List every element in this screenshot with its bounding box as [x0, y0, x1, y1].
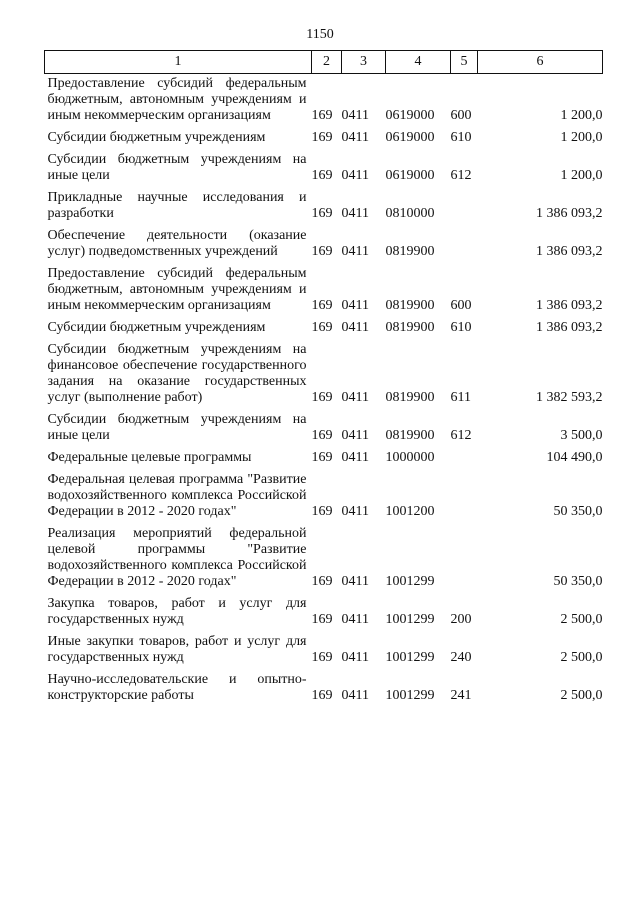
- row-csr: 1001299: [385, 688, 435, 703]
- row-sum: 1 200,0: [560, 130, 603, 145]
- row-sum: 104 490,0: [546, 450, 603, 465]
- table-row: [45, 469, 603, 523]
- table-row: [45, 187, 603, 225]
- row-vr: 610: [450, 130, 472, 145]
- row-rzpr: 0411: [341, 320, 369, 335]
- row-name: Прикладные научные исследования и разработки: [47, 190, 307, 221]
- row-csr: 1001299: [385, 650, 435, 665]
- row-rzpr: 0411: [341, 450, 369, 465]
- row-rzpr: 0411: [341, 428, 369, 443]
- row-csr: 0619000: [385, 168, 435, 183]
- row-csr: 0819900: [385, 298, 435, 313]
- row-ved: 169: [311, 504, 333, 519]
- row-name: Реализация мероприятий федеральной целевой программы "Развитие водохозяйственного комплекса Российской Федерации в 2012 - 2020 годах": [47, 526, 307, 589]
- row-vr: [451, 225, 478, 263]
- row-name: Обеспечение деятельности (оказание услуг) подведомственных учреждений: [47, 228, 307, 259]
- row-csr: 1001299: [385, 612, 435, 627]
- row-csr: 1001200: [385, 504, 435, 519]
- row-vr: 610: [450, 320, 472, 335]
- row-rzpr: 0411: [341, 650, 369, 665]
- row-vr: [451, 447, 478, 469]
- row-csr: 0819900: [385, 320, 435, 335]
- row-name: Иные закупки товаров, работ и услуг для государственных нужд: [47, 634, 307, 665]
- row-vr: 600: [450, 298, 472, 313]
- row-rzpr: 0411: [341, 206, 369, 221]
- row-csr: 0619000: [385, 130, 435, 145]
- row-vr: 600: [450, 108, 472, 123]
- row-sum: 1 386 093,2: [536, 298, 603, 313]
- page-number: 1150: [306, 27, 334, 42]
- table-row: [45, 149, 603, 187]
- row-name: Субсидии бюджетным учреждениям на финансовое обеспечение государственного задания на оказание государственных услуг (выполнение работ): [47, 342, 307, 405]
- row-ved: 169: [311, 320, 333, 335]
- row-sum: 2 500,0: [560, 612, 603, 627]
- header-col-5: 5: [451, 51, 478, 74]
- row-rzpr: 0411: [341, 108, 369, 123]
- row-ved: 169: [311, 168, 333, 183]
- row-ved: 169: [311, 574, 333, 589]
- row-csr: 1000000: [385, 450, 435, 465]
- row-rzpr: 0411: [341, 168, 369, 183]
- row-name: Федеральные целевые программы: [47, 450, 252, 465]
- row-vr: 200: [450, 612, 472, 627]
- row-ved: 169: [311, 688, 333, 703]
- table-row: [45, 523, 603, 593]
- row-name: Предоставление субсидий федеральным бюджетным, автономным учреждениям и иным некоммерческим организациям: [47, 266, 307, 313]
- row-rzpr: 0411: [341, 574, 369, 589]
- row-name: Субсидии бюджетным учреждениям на иные цели: [47, 152, 307, 183]
- row-vr: [451, 469, 478, 523]
- row-ved: 169: [311, 450, 333, 465]
- table-row: [45, 669, 603, 707]
- row-sum: 1 386 093,2: [536, 244, 603, 259]
- row-name: Федеральная целевая программа "Развитие водохозяйственного комплекса Российской Федерации в 2012 - 2020 годах": [47, 472, 307, 519]
- row-name: Научно-исследовательские и опытно-конструкторские работы: [47, 672, 307, 703]
- row-csr: 0819900: [385, 244, 435, 259]
- row-rzpr: 0411: [341, 298, 369, 313]
- table-body: [45, 74, 603, 708]
- table-row: [45, 447, 603, 469]
- row-vr: [451, 187, 478, 225]
- table-row: [45, 127, 603, 149]
- row-sum: 1 382 593,2: [536, 390, 603, 405]
- row-name: Предоставление субсидий федеральным бюджетным, автономным учреждениям и иным некоммерческим организациям: [47, 76, 307, 123]
- row-rzpr: 0411: [341, 130, 369, 145]
- table-row: [45, 593, 603, 631]
- row-vr: 612: [450, 428, 472, 443]
- row-ved: 169: [311, 612, 333, 627]
- table-row: [45, 317, 603, 339]
- row-vr: 612: [450, 168, 472, 183]
- row-ved: 169: [311, 298, 333, 313]
- row-vr: 241: [450, 688, 472, 703]
- table-row: [45, 339, 603, 409]
- row-rzpr: 0411: [341, 244, 369, 259]
- row-csr: 0810000: [385, 206, 435, 221]
- table-row: [45, 74, 603, 128]
- row-name: Субсидии бюджетным учреждениям на иные цели: [47, 412, 307, 443]
- row-vr: [451, 523, 478, 593]
- row-vr: 611: [450, 390, 471, 405]
- row-ved: 169: [311, 390, 333, 405]
- table-row: [45, 225, 603, 263]
- row-rzpr: 0411: [341, 688, 369, 703]
- row-csr: 1001299: [385, 574, 435, 589]
- row-name: Закупка товаров, работ и услуг для государственных нужд: [47, 596, 307, 627]
- row-ved: 169: [311, 650, 333, 665]
- row-vr: 240: [450, 650, 472, 665]
- row-rzpr: 0411: [341, 390, 369, 405]
- row-sum: 50 350,0: [553, 504, 603, 519]
- table-row: [45, 631, 603, 669]
- header-col-1: 1: [45, 51, 312, 74]
- header-row: [45, 51, 603, 74]
- row-sum: 2 500,0: [560, 688, 603, 703]
- row-ved: 169: [311, 244, 333, 259]
- row-ved: 169: [311, 428, 333, 443]
- header-col-2: 2: [312, 51, 342, 74]
- row-ved: 169: [311, 206, 333, 221]
- row-sum: 1 200,0: [560, 168, 603, 183]
- row-rzpr: 0411: [341, 612, 369, 627]
- row-sum: 3 500,0: [560, 428, 603, 443]
- table-row: [45, 263, 603, 317]
- row-csr: 0619000: [385, 108, 435, 123]
- header-col-4: 4: [386, 51, 451, 74]
- row-name: Субсидии бюджетным учреждениям: [47, 130, 266, 145]
- row-sum: 1 386 093,2: [536, 320, 603, 335]
- header-col-3: 3: [342, 51, 386, 74]
- row-sum: 1 200,0: [560, 108, 603, 123]
- row-rzpr: 0411: [341, 504, 369, 519]
- budget-table: [44, 50, 603, 707]
- row-sum: 2 500,0: [560, 650, 603, 665]
- header-col-6: 6: [478, 51, 603, 74]
- row-sum: 50 350,0: [553, 574, 603, 589]
- row-ved: 169: [311, 130, 333, 145]
- row-csr: 0819900: [385, 390, 435, 405]
- table-row: [45, 409, 603, 447]
- row-csr: 0819900: [385, 428, 435, 443]
- row-name: Субсидии бюджетным учреждениям: [47, 320, 266, 335]
- row-ved: 169: [311, 108, 333, 123]
- row-sum: 1 386 093,2: [536, 206, 603, 221]
